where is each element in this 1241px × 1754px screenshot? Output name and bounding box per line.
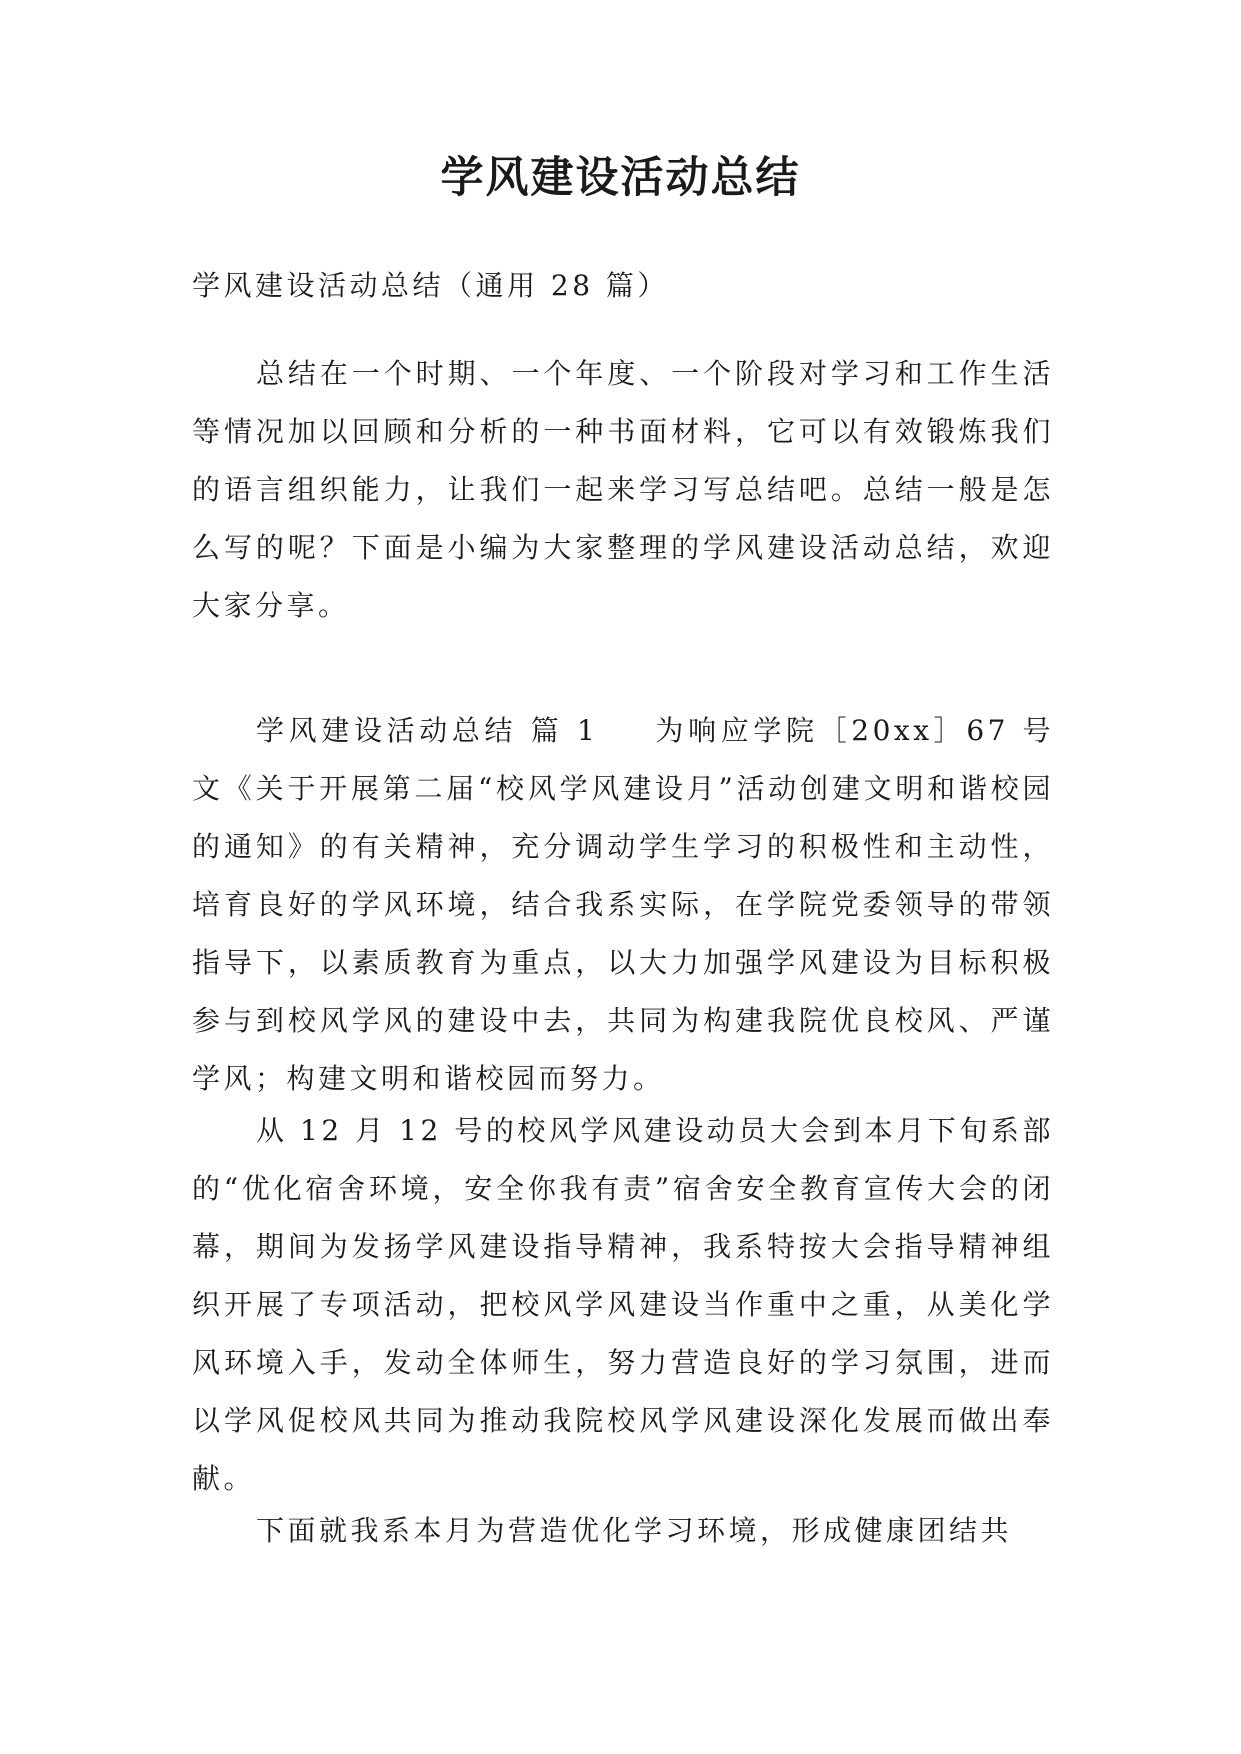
section-1-paragraph	[192, 702, 1054, 1108]
paragraph-3: 下面就我系本月为营造优化学习环境，形成健康团结共	[256, 1514, 1013, 1547]
paragraph-1-text: 为响应学院［20xx］67 号文《关于开展第二届“校风学风建设月”活动创建文明和谐校园的通知》的有关精神，充分调动学生学习的积极性和主动性，培育良好的学风环境，结合我系实际，在学院党委领导的带领指导下，以素质教育为重点，以大力加强学风建设为目标积极参与到校风学风的建设中去，共同为构建我院优良校风、严谨学风；构建文明和谐校园而努力。	[192, 714, 1054, 1095]
document-title: 学风建设活动总结	[440, 153, 801, 203]
intro-paragraph: 总结在一个时期、一个年度、一个阶段对学习和工作生活等情况加以回顾和分析的一种书面材料，它可以有效锻炼我们的语言组织能力，让我们一起来学习写总结吧。总结一般是怎么写的呢？下面是小编为大家整理的学风建设活动总结，欢迎大家分享。	[192, 357, 1054, 622]
section-heading: 学风建设活动总结 篇 1	[256, 714, 599, 747]
document-subtitle: 学风建设活动总结（通用 28 篇）	[192, 269, 669, 302]
paragraph-2: 从 12 月 12 号的校风学风建设动员大会到本月下旬系部的“优化宿舍环境，安全你我有责”宿舍安全教育宣传大会的闭幕，期间为发扬学风建设指导精神，我系特按大会指导精神组织开展了专项活动，把校风学风建设当作重中之重，从美化学风环境入手，发动全体师生，努力营造良好的学习氛围，进而以学风促校风共同为推动我院校风学风建设深化发展而做出奉献。	[192, 1114, 1054, 1495]
